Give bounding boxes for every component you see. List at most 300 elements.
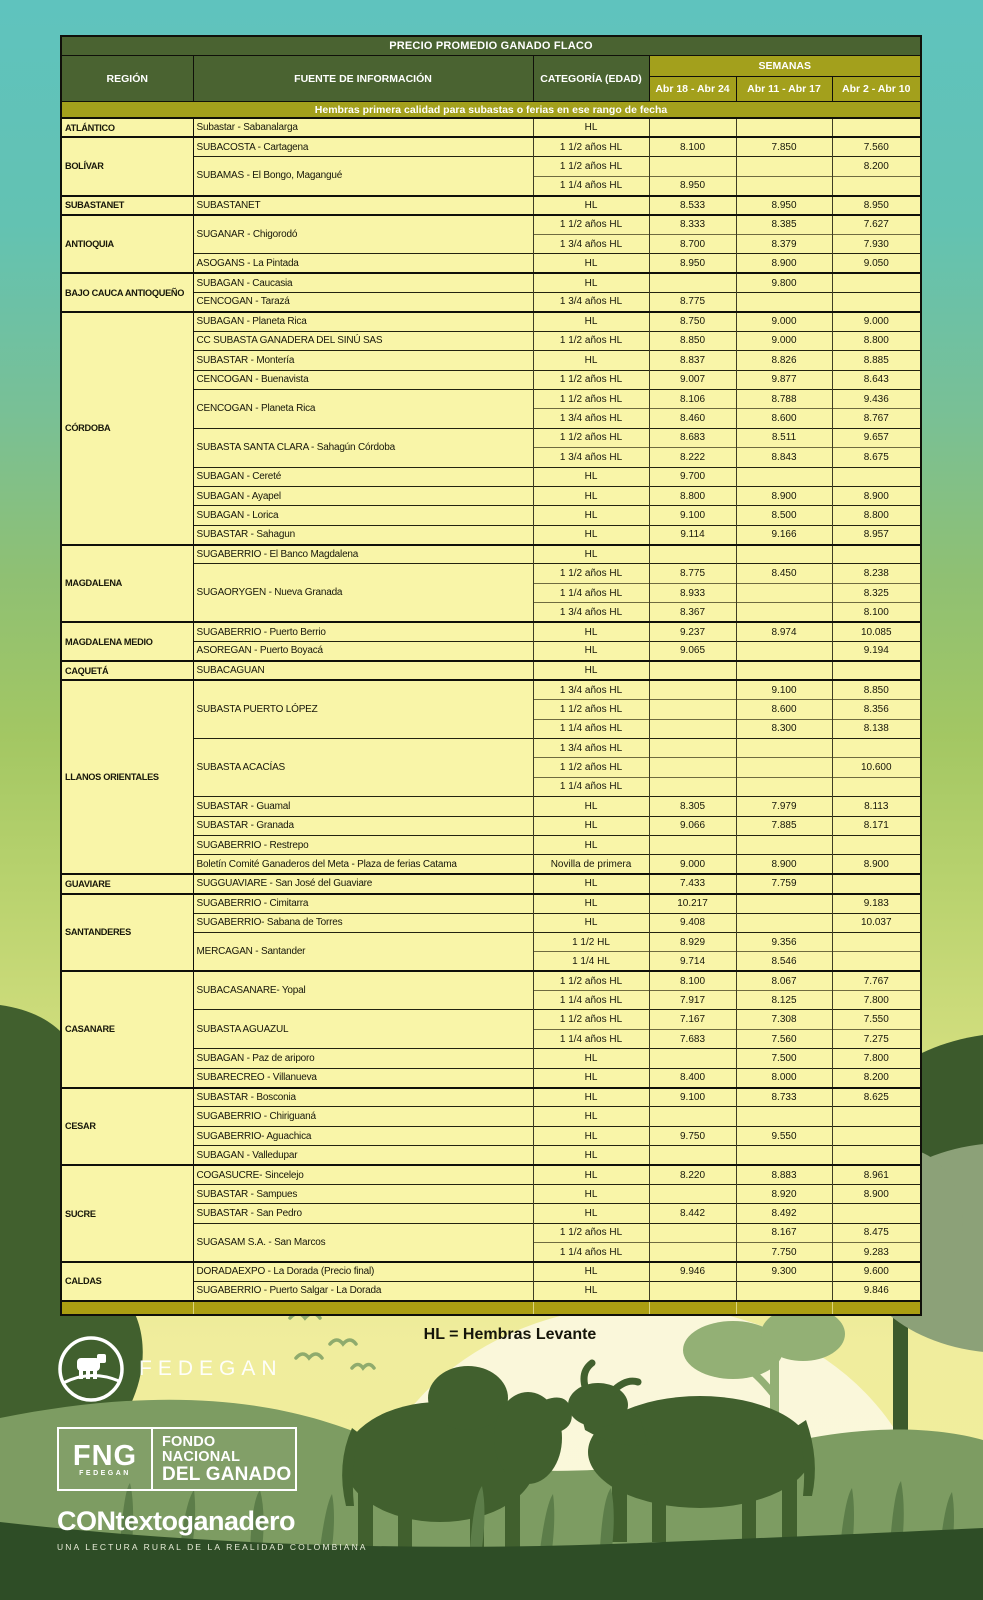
- source-cell: SUGABERRIO - Restrepo: [193, 835, 533, 854]
- price-cell: 8.450: [736, 564, 832, 583]
- category-cell: 1 1/4 años HL: [533, 991, 649, 1010]
- region-cell: CESAR: [61, 1088, 193, 1166]
- price-cell: [736, 176, 832, 195]
- fng-logo-right: [153, 1429, 295, 1489]
- source-cell: DORADAEXPO - La Dorada (Precio final): [193, 1262, 533, 1281]
- price-cell: 8.826: [736, 351, 832, 370]
- column-header-semanas: SEMANAS: [649, 56, 921, 77]
- price-cell: 8.920: [736, 1184, 832, 1203]
- category-cell: 1 1/2 años HL: [533, 215, 649, 234]
- price-cell: 9.237: [649, 622, 736, 641]
- price-cell: 9.800: [736, 273, 832, 292]
- price-cell: 8.900: [736, 254, 832, 273]
- price-cell: 8.167: [736, 1223, 832, 1242]
- price-cell: [736, 777, 832, 796]
- price-cell: 8.475: [832, 1223, 921, 1242]
- price-cell: 8.750: [649, 312, 736, 331]
- category-cell: 1 1/2 años HL: [533, 758, 649, 777]
- price-cell: 8.113: [832, 797, 921, 816]
- price-cell: 8.106: [649, 389, 736, 408]
- price-cell: 8.961: [832, 1165, 921, 1184]
- source-cell: SUBAGAN - Valledupar: [193, 1146, 533, 1165]
- source-cell: SUBASTA ACACÍAS: [193, 739, 533, 797]
- footer-bar-cell: [193, 1301, 533, 1315]
- price-cell: [832, 545, 921, 564]
- column-header-region: REGIÓN: [61, 56, 193, 102]
- price-cell: [649, 700, 736, 719]
- price-cell: 8.600: [736, 700, 832, 719]
- source-cell: SUBASTAR - Sahagun: [193, 525, 533, 544]
- contexto-subtitle: UNA LECTURA RURAL DE LA REALIDAD COLOMBIANA: [57, 1542, 368, 1552]
- price-cell: [736, 603, 832, 622]
- category-cell: HL: [533, 486, 649, 505]
- price-cell: 10.037: [832, 913, 921, 932]
- category-cell: HL: [533, 506, 649, 525]
- source-cell: SUBACOSTA - Cartagena: [193, 137, 533, 156]
- source-cell: SUBASTAR - San Pedro: [193, 1204, 533, 1223]
- category-cell: HL: [533, 467, 649, 486]
- category-cell: HL: [533, 196, 649, 215]
- price-cell: 8.950: [832, 196, 921, 215]
- price-cell: [832, 835, 921, 854]
- table-row: [61, 196, 921, 215]
- category-cell: 1 3/4 años HL: [533, 603, 649, 622]
- source-cell: SUBASTA SANTA CLARA - Sahagún Córdoba: [193, 428, 533, 467]
- source-cell: SUBASTAR - Granada: [193, 816, 533, 835]
- price-cell: 7.308: [736, 1010, 832, 1029]
- region-cell: GUAVIARE: [61, 874, 193, 893]
- price-cell: 9.600: [832, 1262, 921, 1281]
- source-cell: SUBAGAN - Planeta Rica: [193, 312, 533, 331]
- category-cell: HL: [533, 622, 649, 641]
- category-cell: HL: [533, 1165, 649, 1184]
- price-cell: 8.533: [649, 196, 736, 215]
- price-cell: 8.511: [736, 428, 832, 447]
- price-cell: 7.167: [649, 1010, 736, 1029]
- source-cell: SUBAGAN - Caucasia: [193, 273, 533, 292]
- region-cell: SANTANDERES: [61, 894, 193, 972]
- fedegan-logo-icon: [55, 1331, 127, 1407]
- price-cell: 8.843: [736, 448, 832, 467]
- category-cell: HL: [533, 894, 649, 913]
- category-cell: HL: [533, 661, 649, 680]
- table-subheader: Hembras primera calidad para subastas o ferias en ese rango de fecha: [61, 102, 921, 119]
- price-cell: 10.217: [649, 894, 736, 913]
- price-cell: [649, 157, 736, 176]
- price-cell: [832, 739, 921, 758]
- contexto-title: CONtextoganadero: [57, 1506, 296, 1536]
- price-cell: 9.700: [649, 467, 736, 486]
- price-cell: 7.800: [832, 1049, 921, 1068]
- source-cell: SUGASAM S.A. - San Marcos: [193, 1223, 533, 1262]
- price-cell: 9.065: [649, 642, 736, 661]
- category-cell: HL: [533, 351, 649, 370]
- region-cell: CASANARE: [61, 971, 193, 1087]
- source-cell: SUGABERRIO- Sabana de Torres: [193, 913, 533, 932]
- price-cell: 7.683: [649, 1029, 736, 1048]
- price-cell: [649, 1146, 736, 1165]
- week-header-1: Abr 18 - Abr 24: [649, 77, 736, 102]
- region-cell: CAQUETÁ: [61, 661, 193, 680]
- price-cell: [649, 1049, 736, 1068]
- source-cell: CC SUBASTA GANADERA DEL SINÚ SAS: [193, 331, 533, 350]
- price-cell: 9.846: [832, 1281, 921, 1300]
- fedegan-logo: [55, 1331, 283, 1407]
- price-cell: 8.900: [736, 855, 832, 874]
- price-cell: [736, 293, 832, 312]
- source-cell: COGASUCRE- Sincelejo: [193, 1165, 533, 1184]
- fng-logo: [57, 1427, 297, 1491]
- source-cell: SUBASTA AGUAZUL: [193, 1010, 533, 1049]
- category-cell: HL: [533, 816, 649, 835]
- price-cell: 9.356: [736, 932, 832, 951]
- source-cell: SUBASTAR - Guamal: [193, 797, 533, 816]
- price-cell: 8.100: [832, 603, 921, 622]
- price-cell: 8.929: [649, 932, 736, 951]
- hl-legend: HL = Hembras Levante: [423, 1326, 597, 1343]
- category-cell: 1 3/4 años HL: [533, 409, 649, 428]
- price-cell: 8.800: [832, 331, 921, 350]
- source-cell: SUBACASANARE- Yopal: [193, 971, 533, 1010]
- price-cell: 8.500: [736, 506, 832, 525]
- price-cell: 8.600: [736, 409, 832, 428]
- price-cell: [649, 719, 736, 738]
- source-cell: SUBASTAR - Montería: [193, 351, 533, 370]
- price-cell: 8.950: [649, 176, 736, 195]
- fng-line2: DEL GANADO: [162, 1463, 292, 1485]
- price-cell: [832, 932, 921, 951]
- price-cell: 8.683: [649, 428, 736, 447]
- source-cell: ASOREGAN - Puerto Boyacá: [193, 642, 533, 661]
- source-cell: SUGANAR - Chigorodó: [193, 215, 533, 254]
- table-row: [61, 622, 921, 641]
- category-cell: HL: [533, 1262, 649, 1281]
- price-cell: [736, 1107, 832, 1126]
- price-cell: 8.900: [832, 1184, 921, 1203]
- title-row: [61, 36, 921, 56]
- source-cell: SUGABERRIO - Puerto Salgar - La Dorada: [193, 1281, 533, 1300]
- source-cell: SUGAORYGEN - Nueva Granada: [193, 564, 533, 622]
- price-cell: 9.166: [736, 525, 832, 544]
- week-header-3: Abr 2 - Abr 10: [832, 77, 921, 102]
- category-cell: 1 3/4 años HL: [533, 234, 649, 253]
- price-cell: 8.200: [832, 1068, 921, 1087]
- price-cell: 7.560: [736, 1029, 832, 1048]
- region-cell: ATLÁNTICO: [61, 118, 193, 137]
- price-cell: 7.550: [832, 1010, 921, 1029]
- category-cell: HL: [533, 1049, 649, 1068]
- table-title: PRECIO PROMEDIO GANADO FLACO: [61, 36, 921, 56]
- category-cell: 1 1/2 años HL: [533, 1010, 649, 1029]
- price-cell: [649, 1281, 736, 1300]
- price-cell: 8.800: [832, 506, 921, 525]
- category-cell: HL: [533, 642, 649, 661]
- price-cell: 8.138: [832, 719, 921, 738]
- source-cell: SUGGUAVIARE - San José del Guaviare: [193, 874, 533, 893]
- region-cell: ANTIOQUIA: [61, 215, 193, 273]
- price-cell: 10.600: [832, 758, 921, 777]
- source-cell: SUGABERRIO - Chiriguaná: [193, 1107, 533, 1126]
- source-cell: SUBASTAR - Sampues: [193, 1184, 533, 1203]
- category-cell: Novilla de primera: [533, 855, 649, 874]
- price-cell: 8.700: [649, 234, 736, 253]
- price-cell: [832, 118, 921, 137]
- price-cell: 10.085: [832, 622, 921, 641]
- price-cell: 9.436: [832, 389, 921, 408]
- category-cell: HL: [533, 1184, 649, 1203]
- price-cell: 7.850: [736, 137, 832, 156]
- table-row: [61, 545, 921, 564]
- header-row: [61, 56, 921, 77]
- price-table: [60, 35, 922, 1316]
- category-cell: HL: [533, 545, 649, 564]
- region-cell: MAGDALENA: [61, 545, 193, 623]
- price-cell: 9.194: [832, 642, 921, 661]
- source-cell: MERCAGAN - Santander: [193, 932, 533, 971]
- price-cell: [736, 913, 832, 932]
- category-cell: 1 3/4 años HL: [533, 680, 649, 699]
- price-cell: 8.367: [649, 603, 736, 622]
- price-cell: [736, 758, 832, 777]
- fng-acronym: FNG: [72, 1439, 138, 1472]
- price-cell: 8.950: [736, 196, 832, 215]
- price-cell: [736, 835, 832, 854]
- price-cell: 9.100: [649, 1088, 736, 1107]
- price-cell: 8.775: [649, 564, 736, 583]
- category-cell: 1 1/2 años HL: [533, 564, 649, 583]
- category-cell: 1 3/4 años HL: [533, 448, 649, 467]
- price-cell: 9.100: [736, 680, 832, 699]
- category-cell: HL: [533, 1107, 649, 1126]
- table-body: [61, 118, 921, 1315]
- price-cell: 9.750: [649, 1126, 736, 1145]
- price-cell: [736, 642, 832, 661]
- price-cell: 9.066: [649, 816, 736, 835]
- price-cell: [736, 583, 832, 602]
- price-cell: [649, 1184, 736, 1203]
- price-cell: 8.238: [832, 564, 921, 583]
- price-cell: 8.767: [832, 409, 921, 428]
- region-cell: BAJO CAUCA ANTIOQUEÑO: [61, 273, 193, 312]
- price-cell: 8.974: [736, 622, 832, 641]
- price-cell: [832, 952, 921, 971]
- fng-logo-left: [59, 1429, 153, 1489]
- price-cell: 7.800: [832, 991, 921, 1010]
- price-cell: [649, 758, 736, 777]
- price-cell: 9.946: [649, 1262, 736, 1281]
- price-cell: [832, 1146, 921, 1165]
- fedegan-wordmark: FEDEGAN: [139, 1357, 283, 1380]
- price-cell: 8.546: [736, 952, 832, 971]
- week-header-2: Abr 11 - Abr 17: [736, 77, 832, 102]
- price-cell: 9.714: [649, 952, 736, 971]
- price-cell: [736, 157, 832, 176]
- price-cell: [832, 273, 921, 292]
- source-cell: SUGABERRIO - Puerto Berrio: [193, 622, 533, 641]
- price-cell: 9.114: [649, 525, 736, 544]
- price-cell: 8.385: [736, 215, 832, 234]
- table-footer-row: [61, 1301, 921, 1315]
- price-cell: 9.000: [649, 855, 736, 874]
- price-cell: 8.900: [832, 486, 921, 505]
- price-cell: [649, 118, 736, 137]
- region-cell: SUBASTANET: [61, 196, 193, 215]
- region-cell: SUCRE: [61, 1165, 193, 1262]
- source-cell: SUBAGAN - Paz de ariporo: [193, 1049, 533, 1068]
- category-cell: 1 1/2 años HL: [533, 428, 649, 447]
- price-cell: 7.500: [736, 1049, 832, 1068]
- column-header-categoria: CATEGORÍA (EDAD): [533, 56, 649, 102]
- price-cell: [832, 176, 921, 195]
- footer-bar-cell: [61, 1301, 193, 1315]
- price-cell: 8.200: [832, 157, 921, 176]
- category-cell: HL: [533, 913, 649, 932]
- table-row: [61, 680, 921, 699]
- category-cell: HL: [533, 312, 649, 331]
- price-cell: 8.305: [649, 797, 736, 816]
- price-cell: 8.625: [832, 1088, 921, 1107]
- price-cell: 8.733: [736, 1088, 832, 1107]
- price-cell: 8.957: [832, 525, 921, 544]
- price-cell: 9.000: [832, 312, 921, 331]
- price-cell: [736, 467, 832, 486]
- category-cell: 1 1/2 años HL: [533, 971, 649, 990]
- price-cell: 9.300: [736, 1262, 832, 1281]
- price-cell: 9.408: [649, 913, 736, 932]
- price-cell: 7.759: [736, 874, 832, 893]
- price-cell: [832, 1107, 921, 1126]
- region-cell: BOLÍVAR: [61, 137, 193, 195]
- source-cell: SUBAGAN - Lorica: [193, 506, 533, 525]
- price-cell: [736, 118, 832, 137]
- category-cell: 1 1/4 años HL: [533, 719, 649, 738]
- price-cell: [832, 661, 921, 680]
- price-cell: 9.000: [736, 331, 832, 350]
- category-cell: 1 1/2 años HL: [533, 700, 649, 719]
- price-cell: [649, 1243, 736, 1262]
- price-cell: 7.885: [736, 816, 832, 835]
- price-cell: 8.379: [736, 234, 832, 253]
- source-cell: SUBASTANET: [193, 196, 533, 215]
- price-cell: [649, 777, 736, 796]
- price-cell: 8.442: [649, 1204, 736, 1223]
- price-cell: 8.850: [832, 680, 921, 699]
- category-cell: 1 1/2 años HL: [533, 370, 649, 389]
- price-cell: [649, 273, 736, 292]
- price-cell: 8.933: [649, 583, 736, 602]
- source-cell: SUBARECREO - Villanueva: [193, 1068, 533, 1087]
- price-cell: [649, 545, 736, 564]
- price-cell: 8.900: [832, 855, 921, 874]
- footer-bar-cell: [736, 1301, 832, 1315]
- price-cell: 7.627: [832, 215, 921, 234]
- table-row: [61, 1088, 921, 1107]
- price-cell: 7.750: [736, 1243, 832, 1262]
- price-cell: 8.460: [649, 409, 736, 428]
- region-cell: LLANOS ORIENTALES: [61, 680, 193, 874]
- price-cell: 8.788: [736, 389, 832, 408]
- price-cell: 9.183: [832, 894, 921, 913]
- source-cell: SUBASTAR - Bosconia: [193, 1088, 533, 1107]
- price-cell: [832, 1204, 921, 1223]
- source-cell: ASOGANS - La Pintada: [193, 254, 533, 273]
- category-cell: 1 3/4 años HL: [533, 293, 649, 312]
- column-header-fuente: FUENTE DE INFORMACIÓN: [193, 56, 533, 102]
- source-cell: SUBAMAS - El Bongo, Magangué: [193, 157, 533, 196]
- category-cell: HL: [533, 273, 649, 292]
- source-cell: SUBAGAN - Ayapel: [193, 486, 533, 505]
- price-cell: 8.850: [649, 331, 736, 350]
- category-cell: 1 1/2 años HL: [533, 331, 649, 350]
- table-row: [61, 137, 921, 156]
- price-cell: 7.917: [649, 991, 736, 1010]
- price-cell: 8.333: [649, 215, 736, 234]
- table-row: [61, 118, 921, 137]
- price-cell: [649, 835, 736, 854]
- price-cell: [832, 874, 921, 893]
- table-row: [61, 894, 921, 913]
- price-cell: 9.657: [832, 428, 921, 447]
- price-cell: 7.433: [649, 874, 736, 893]
- price-cell: 8.220: [649, 1165, 736, 1184]
- source-cell: SUBAGAN - Cereté: [193, 467, 533, 486]
- price-cell: [649, 1107, 736, 1126]
- price-cell: 7.979: [736, 797, 832, 816]
- table-row: [61, 1165, 921, 1184]
- price-cell: 8.100: [649, 137, 736, 156]
- source-cell: CENCOGAN - Buenavista: [193, 370, 533, 389]
- price-cell: 8.125: [736, 991, 832, 1010]
- price-cell: 9.100: [649, 506, 736, 525]
- price-cell: 9.550: [736, 1126, 832, 1145]
- price-cell: 8.000: [736, 1068, 832, 1087]
- price-cell: [736, 1281, 832, 1300]
- price-cell: 9.283: [832, 1243, 921, 1262]
- table-row: [61, 1262, 921, 1281]
- category-cell: 1 1/2 años HL: [533, 157, 649, 176]
- price-cell: 8.222: [649, 448, 736, 467]
- price-cell: 8.837: [649, 351, 736, 370]
- price-cell: 9.050: [832, 254, 921, 273]
- price-cell: 8.800: [649, 486, 736, 505]
- price-cell: [736, 739, 832, 758]
- price-cell: [649, 661, 736, 680]
- price-cell: 8.356: [832, 700, 921, 719]
- price-cell: 8.775: [649, 293, 736, 312]
- category-cell: HL: [533, 254, 649, 273]
- price-cell: 8.400: [649, 1068, 736, 1087]
- category-cell: 1 1/4 años HL: [533, 777, 649, 796]
- category-cell: 1 1/4 años HL: [533, 176, 649, 195]
- price-cell: 8.171: [832, 816, 921, 835]
- price-cell: 8.643: [832, 370, 921, 389]
- category-cell: HL: [533, 835, 649, 854]
- source-cell: Subastar - Sabanalarga: [193, 118, 533, 137]
- table-row: [61, 312, 921, 331]
- region-cell: CÓRDOBA: [61, 312, 193, 545]
- category-cell: HL: [533, 118, 649, 137]
- price-cell: [832, 1126, 921, 1145]
- price-cell: [649, 680, 736, 699]
- price-cell: 8.100: [649, 971, 736, 990]
- table-row: [61, 661, 921, 680]
- category-cell: 1 1/4 HL: [533, 952, 649, 971]
- source-cell: SUBASTA PUERTO LÓPEZ: [193, 680, 533, 738]
- category-cell: HL: [533, 1088, 649, 1107]
- price-cell: 8.900: [736, 486, 832, 505]
- price-cell: [736, 661, 832, 680]
- category-cell: HL: [533, 1204, 649, 1223]
